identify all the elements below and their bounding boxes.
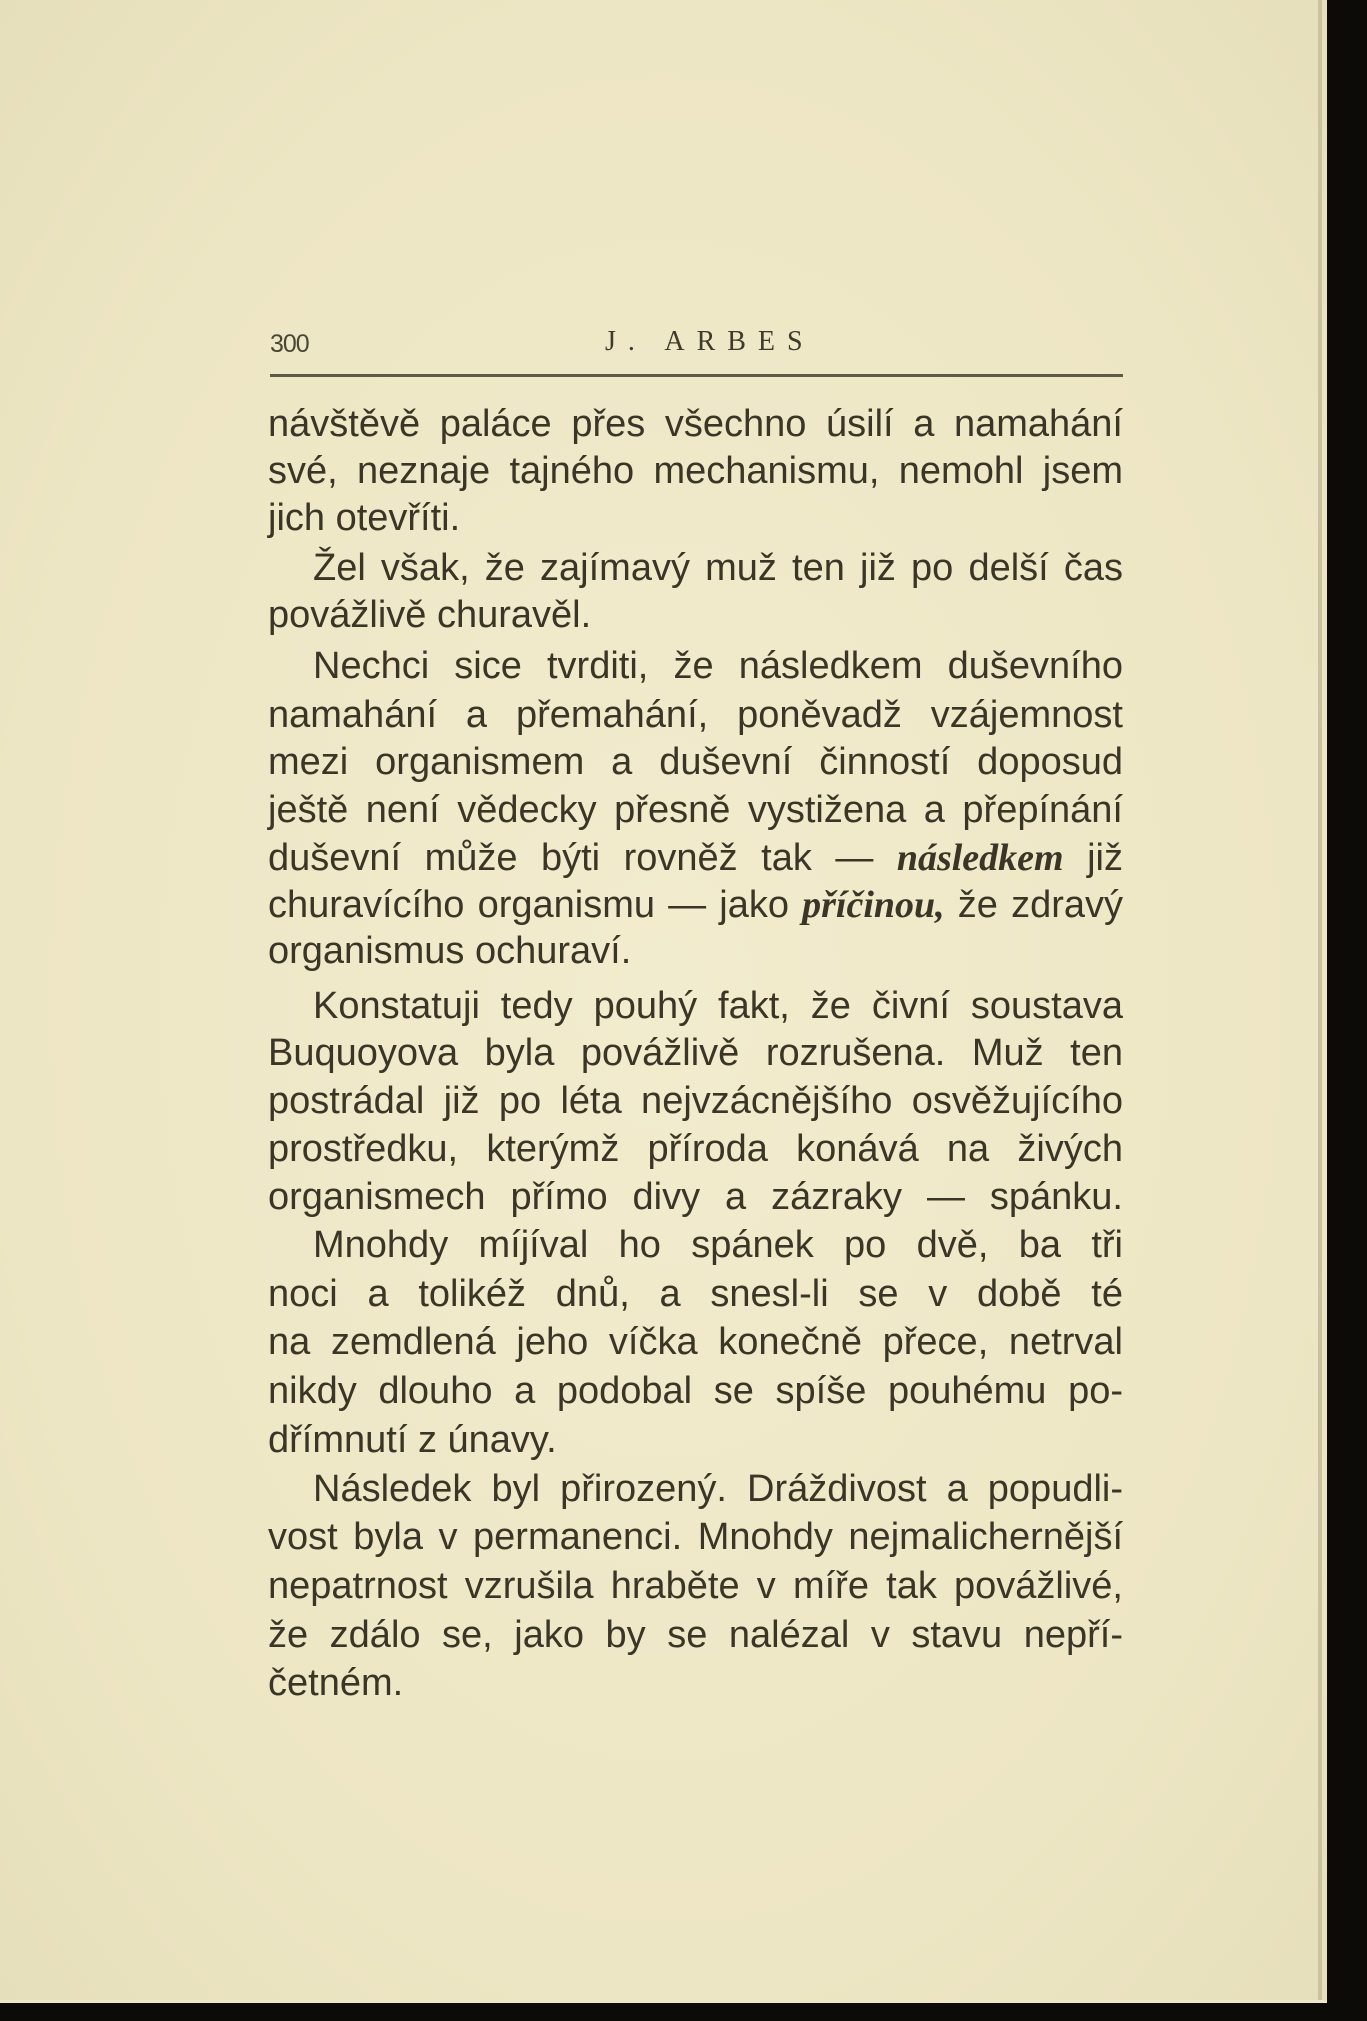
text-line: povážlivě churavěl. bbox=[268, 594, 592, 636]
text-line: četném. bbox=[268, 1662, 404, 1704]
text-line: Nechci sice tvrditi, že následkem duševního bbox=[313, 645, 1123, 687]
header-rule bbox=[270, 374, 1123, 377]
page-header bbox=[270, 326, 1123, 366]
emphasized-word: příčinou, bbox=[802, 884, 945, 926]
text-line: nepatrnost vzrušila hraběte v míře tak povážlivé, bbox=[268, 1565, 1123, 1607]
text-line: mezi organismem a duševní činností doposud bbox=[268, 741, 1123, 783]
text-line: že zdálo se, jako by se nalézal v stavu nepří- bbox=[268, 1614, 1123, 1656]
text-line: Žel však, že zajímavý muž ten již po delší čas bbox=[313, 547, 1123, 589]
text-line: prostředku, kterýmž příroda konává na živých bbox=[268, 1128, 1123, 1170]
page-edge-shadow bbox=[1318, 0, 1322, 2000]
text-line bbox=[268, 882, 1123, 928]
text-segment: již bbox=[1063, 837, 1123, 879]
text-line bbox=[268, 835, 1123, 881]
text-line: dřímnutí z únavy. bbox=[268, 1419, 557, 1461]
text-line: jich otevříti. bbox=[268, 497, 461, 539]
text-line: Mnohdy míjíval ho spánek po dvě, ba tři bbox=[313, 1224, 1123, 1266]
emphasized-word: následkem bbox=[896, 837, 1064, 879]
page-number: 300 bbox=[270, 330, 309, 358]
scan-border-right bbox=[1327, 0, 1367, 2021]
text-line: na zemdlená jeho víčka konečně přece, netrval bbox=[268, 1321, 1123, 1363]
text-line: noci a tolikéž dnů, a snesl-li se v době té bbox=[268, 1273, 1123, 1315]
text-line: Buquoyova byla povážlivě rozrušena. Muž ten bbox=[268, 1032, 1123, 1074]
text-line: postrádal již po léta nejvzácnějšího osvěžujícího bbox=[268, 1080, 1123, 1122]
text-line: namahání a přemahání, poněvadž vzájemnost bbox=[268, 694, 1123, 736]
text-segment: churavícího organismu — jako bbox=[268, 884, 803, 926]
text-line: své, neznaje tajného mechanismu, nemohl jsem bbox=[268, 450, 1123, 492]
running-head: J. ARBES bbox=[605, 326, 815, 357]
text-segment: duševní může býti rovněž tak — bbox=[268, 837, 897, 879]
text-line: nikdy dlouho a podobal se spíše pouhému po- bbox=[268, 1370, 1123, 1412]
text-segment: že zdravý bbox=[944, 884, 1123, 926]
text-line: organismech přímo divy a zázraky — spánku. bbox=[268, 1176, 1123, 1218]
text-line: ještě není vědecky přesně vystižena a přepínání bbox=[268, 789, 1123, 831]
text-line: Následek byl přirozený. Dráždivost a popudli- bbox=[313, 1468, 1123, 1510]
text-line: organismus ochuraví. bbox=[268, 930, 632, 972]
text-line: vost byla v permanenci. Mnohdy nejmalichernější bbox=[268, 1516, 1123, 1558]
text-line: Konstatuji tedy pouhý fakt, že čivní soustava bbox=[313, 985, 1123, 1027]
text-line: návštěvě paláce přes všechno úsilí a namahání bbox=[268, 403, 1123, 445]
scan-border-bottom bbox=[0, 2003, 1367, 2021]
